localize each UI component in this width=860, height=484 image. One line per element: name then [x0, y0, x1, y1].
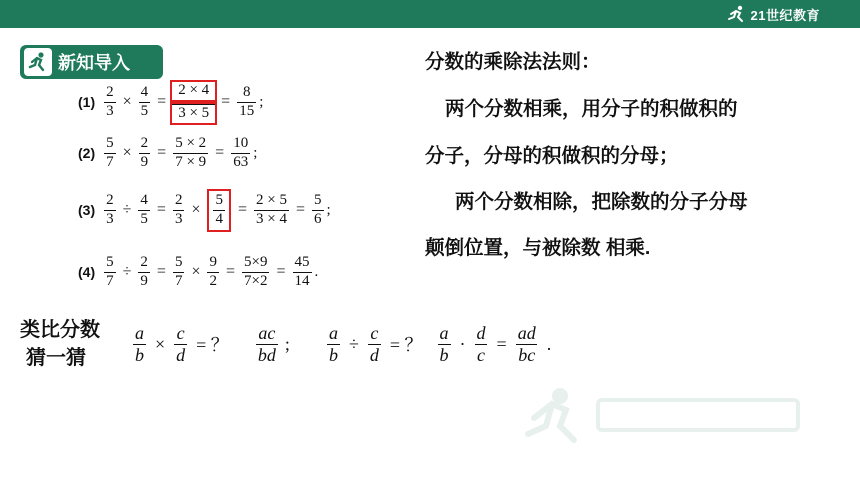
fraction: $\frac{a}{b}$ [329, 323, 338, 365]
equals-question: = ？ [389, 335, 423, 356]
equals-sign: = [215, 144, 225, 162]
variable-multiplication [128, 324, 294, 365]
fraction: $\frac{45}{14}$ [294, 254, 310, 289]
rule-line-1: 两个分数相乘，用分子的积做积的 [445, 98, 738, 120]
fraction: $\frac{5 \times 2}{7 \times 9}$ [175, 135, 207, 170]
fraction: $\frac{5}{6}$ [314, 192, 322, 227]
punctuation: . [314, 263, 319, 280]
fraction: $\frac{2}{9}$ [140, 254, 148, 289]
fraction: $\frac{2}{3}$ [106, 192, 114, 227]
equals-sign: = [225, 263, 235, 281]
fraction: $\frac{c}{d}$ [176, 323, 186, 365]
equals-sign: = [157, 144, 167, 162]
fraction-highlighted: $\frac{2 \times 4}{3 \times 5}$ [172, 82, 215, 123]
equals-sign: = [156, 263, 166, 281]
operator: × [122, 93, 132, 111]
fraction: $\frac{2}{9}$ [140, 135, 149, 170]
variable-division [322, 324, 555, 365]
watermark-logo [520, 378, 810, 448]
punctuation: ; [259, 93, 264, 110]
example-row-3 [78, 189, 331, 232]
fraction: $\frac{5}{7}$ [174, 254, 183, 289]
section-title: 新知导入 [58, 53, 130, 73]
example-label: (3) [78, 202, 96, 219]
operator: ÷ [349, 333, 359, 354]
operator: × [155, 333, 166, 354]
operator: × [191, 263, 201, 281]
analogy-heading: 类比分数 [20, 319, 100, 341]
example-label: (2) [78, 145, 96, 162]
section-badge [20, 45, 163, 79]
runner-icon [727, 5, 747, 23]
fraction: $\frac{2}{3}$ [174, 192, 183, 227]
fraction: $\frac{4}{5}$ [140, 192, 148, 227]
operator: ÷ [122, 201, 132, 219]
equals-sign: = [276, 263, 286, 281]
example-label: (1) [78, 94, 96, 111]
fraction-highlighted: $\frac{5}{4}$ [207, 189, 231, 232]
example-row-4 [78, 255, 318, 290]
operator: ÷ [122, 263, 132, 281]
rule-line-3: 两个分数相除，把除数的分子分母 [455, 191, 748, 213]
example-row-1 [78, 82, 263, 123]
analogy-subheading: 猜一猜 [26, 347, 86, 369]
equals-sign: = [221, 93, 231, 111]
fraction: $\frac{d}{c}$ [476, 323, 486, 365]
equals-sign: = [156, 201, 166, 219]
brand-text: 21世纪教育 [750, 7, 820, 23]
fraction: $\frac{c}{d}$ [369, 323, 379, 365]
brand-logo [727, 3, 820, 25]
operator: × [191, 201, 201, 219]
rule-line-4: 颠倒位置，与被除数 相乘. [425, 237, 651, 259]
operator: · [459, 333, 466, 354]
fraction: $\frac{4}{5}$ [140, 84, 149, 119]
example-label: (4) [78, 264, 96, 281]
equals-sign: = [157, 93, 167, 111]
punctuation: ; [284, 333, 290, 354]
fraction-answer: $\frac{ad}{bc}$ [517, 323, 536, 365]
operator: × [122, 144, 132, 162]
runner-icon [24, 48, 52, 76]
equals-sign: = [295, 201, 305, 219]
fraction: $\frac{9}{2}$ [209, 254, 217, 289]
fraction: $\frac{8}{15}$ [239, 84, 255, 119]
equals-sign: = [496, 333, 507, 354]
fraction: $\frac{5}{7}$ [106, 135, 114, 170]
header-bar [0, 0, 860, 28]
fraction: $\frac{a}{b}$ [135, 323, 144, 365]
punctuation: ; [326, 201, 331, 218]
equals-question: = ？ [196, 335, 229, 356]
punctuation: ; [253, 144, 258, 161]
fraction-answer: $\frac{ac}{bd}$ [257, 323, 276, 365]
fraction: $\frac{2}{3}$ [106, 84, 114, 119]
punctuation: . [546, 333, 552, 354]
fraction: $\frac{5\times 9}{7\times 2}$ [244, 254, 268, 289]
equals-sign: = [237, 201, 247, 219]
fraction: $\frac{5}{7}$ [106, 254, 114, 289]
fraction: $\frac{2 \times 5}{3 \times 4}$ [256, 192, 287, 227]
rule-title: 分数的乘除法法则： [425, 51, 601, 73]
fraction: $\frac{10}{63}$ [233, 135, 249, 170]
fraction: $\frac{a}{b}$ [439, 323, 449, 365]
rule-line-2: 分子，分母的积做积的分母； [425, 145, 679, 167]
example-row-2 [78, 136, 257, 171]
